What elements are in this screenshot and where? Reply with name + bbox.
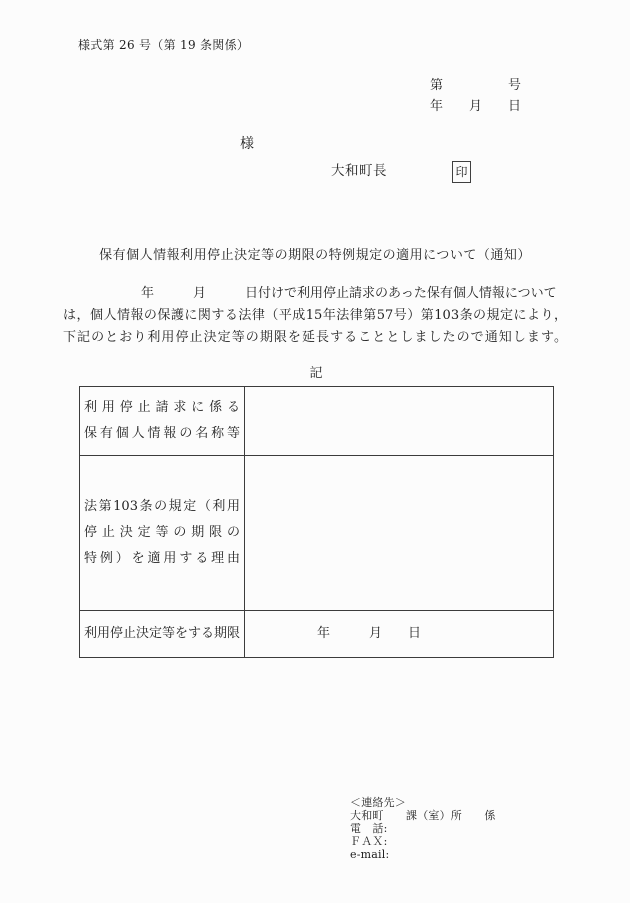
contact-tel: 電 話:	[350, 822, 388, 835]
row-label-line: 利用停止請求に係る	[84, 400, 240, 415]
table-row	[80, 611, 554, 658]
contact-heading: ＜連絡先＞	[350, 796, 406, 809]
row-label-line: 保有個人情報の名称等	[84, 426, 240, 441]
contact-office: 大和町 課（室）所 係	[350, 809, 496, 822]
body-line-1: 年 月 日付けで利用停止請求のあった保有個人情報について	[63, 286, 557, 301]
row-label-reason	[80, 456, 245, 611]
body-line-3: 下記のとおり利用停止決定等の期限を延長することとしましたので通知します。	[63, 330, 567, 345]
row-label-deadline	[80, 611, 245, 658]
form-number: 様式第 26 号（第 19 条関係）	[78, 38, 250, 52]
contact-fax: ＦＡＸ:	[350, 835, 388, 848]
row-label-line: 停止決定等の期限の	[84, 525, 240, 540]
row-label-line: 法第103条の規定（利用	[84, 499, 240, 514]
body-line-2: は，個人情報の保護に関する法律（平成15年法律第57号）第103条の規定により，	[63, 308, 567, 323]
row-value-deadline: 年 月 日	[245, 611, 554, 658]
doc-number-line: 第 号	[430, 78, 522, 93]
contact-email: e-mail:	[350, 848, 390, 861]
section-marker-ki: 記	[309, 366, 323, 381]
addressee-suffix: 様	[240, 136, 254, 152]
seal-label: 印	[455, 165, 468, 179]
seal-box	[452, 161, 471, 183]
row-label-name	[80, 387, 245, 456]
body-paragraph	[63, 283, 567, 349]
document-title: 保有個人情報利用停止決定等の期限の特例規定の適用について（通知）	[99, 248, 531, 263]
table-row	[80, 456, 554, 611]
table-row	[80, 387, 554, 456]
row-label-line: 利用停止決定等をする期限	[84, 626, 241, 641]
row-label-line: 特例）を適用する理由	[84, 551, 240, 566]
row-value-reason	[245, 456, 554, 611]
sender-name: 大和町長	[331, 163, 387, 179]
notice-table	[79, 386, 554, 658]
row-value-name	[245, 387, 554, 456]
contact-block	[350, 796, 496, 861]
doc-date-line: 年 月 日	[430, 99, 522, 114]
